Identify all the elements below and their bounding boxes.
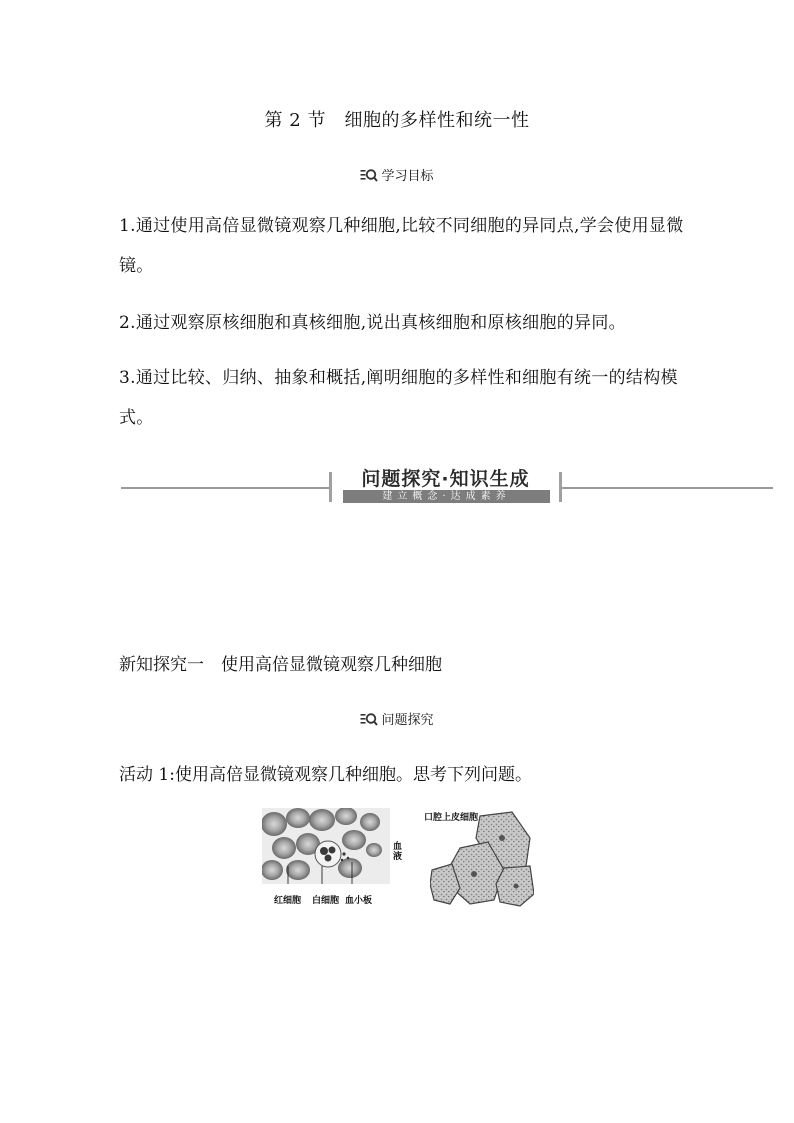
blood-label: 血液: [393, 842, 403, 862]
magnifier-icon: [360, 168, 378, 182]
objectives-heading: [0, 165, 794, 186]
white-blood-cell-label: 白细胞: [312, 896, 340, 906]
objective-item-3: 3.通过比较、归纳、抽象和概括,阐明细胞的多样性和细胞有统一的结构模式。: [119, 368, 678, 428]
objective-item-2: 2.通过观察原核细胞和真核细胞,说出真核细胞和原核细胞的异同。: [119, 313, 626, 333]
oral-epithelial-label: 口腔上皮细胞: [424, 813, 479, 823]
banner-bracket-right: [559, 472, 562, 502]
platelet-label: 血小板: [345, 896, 373, 906]
banner-rule-left: [121, 487, 331, 489]
banner-rule-right: [561, 487, 773, 489]
red-blood-cell-label: 红细胞: [274, 896, 302, 906]
magnifier-icon: [360, 712, 378, 726]
section-heading: 新知探究一 使用高倍显微镜观察几种细胞: [119, 655, 442, 675]
oral-epithelial-cells-image: [430, 808, 534, 908]
banner-subtitle: 建立概念·达成素养: [343, 490, 550, 503]
exploration-heading: [0, 709, 794, 730]
banner-title: 问题探究·知识生成: [361, 468, 530, 490]
banner-bracket-left: [329, 472, 332, 502]
exploration-heading-label: 问题探究: [381, 713, 434, 728]
objectives-heading-label: 学习目标: [381, 169, 434, 184]
objective-item-1: 1.通过使用高倍显微镜观察几种细胞,比较不同细胞的异同点,学会使用显微镜。: [119, 216, 684, 276]
blood-cells-image: [262, 808, 390, 884]
section-banner: [329, 468, 562, 504]
activity-text: 活动 1:使用高倍显微镜观察几种细胞。思考下列问题。: [119, 765, 532, 785]
page-title: 第 2 节 细胞的多样性和统一性: [264, 110, 530, 131]
